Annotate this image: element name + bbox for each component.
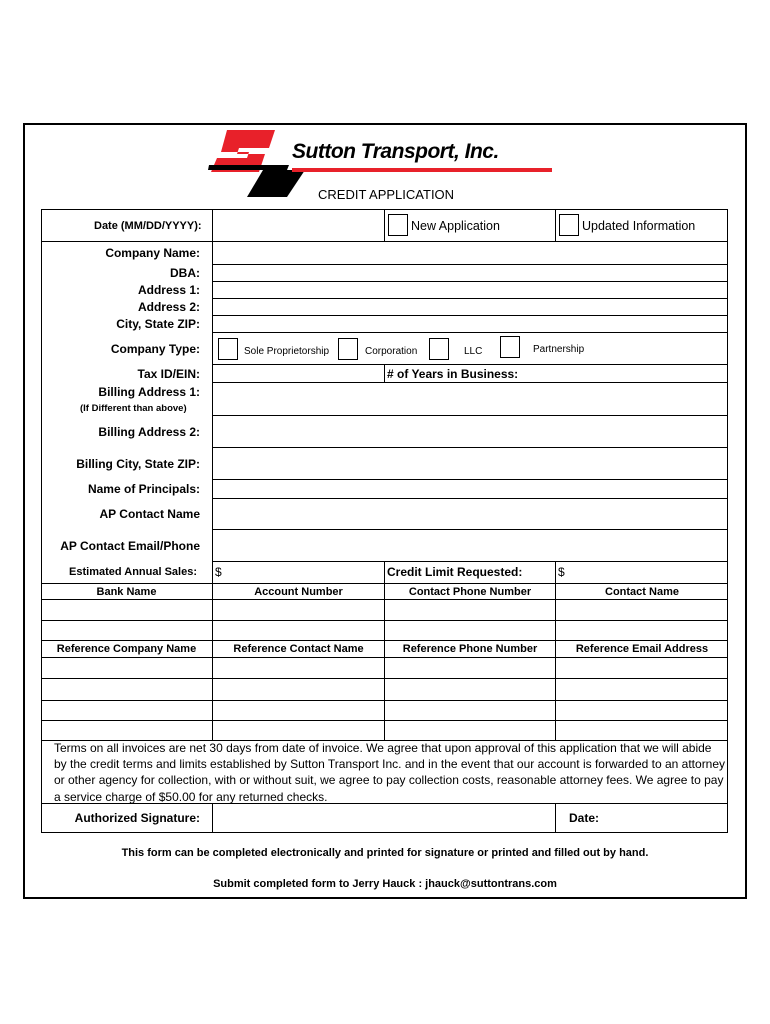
reference-email-input-4[interactable] <box>557 722 726 739</box>
date-input[interactable] <box>214 212 382 240</box>
bank-contact-phone-input-2[interactable] <box>386 622 554 639</box>
updated-information-label: Updated Information <box>582 219 696 233</box>
company-name: Sutton Transport, Inc. <box>292 140 499 163</box>
credit-limit-input[interactable] <box>569 563 726 582</box>
reference-phone-input-2[interactable] <box>386 680 554 699</box>
dba-input[interactable] <box>214 266 726 280</box>
reference-phone-input-1[interactable] <box>386 659 554 677</box>
reference-company-input-1[interactable] <box>43 659 211 677</box>
years-in-business-label: # of Years in Business: <box>387 367 519 381</box>
sales-currency: $ <box>215 565 222 579</box>
reference-email-input-1[interactable] <box>557 659 726 677</box>
company-name-label: Company Name: <box>105 246 200 260</box>
reference-contact-input-4[interactable] <box>214 722 383 739</box>
reference-phone-input-4[interactable] <box>386 722 554 739</box>
contact-name-header: Contact Name <box>605 586 679 598</box>
reference-email-header: Reference Email Address <box>575 643 709 655</box>
footer-submit: Submit completed form to Jerry Hauck : jhauck@suttontrans.com <box>213 878 557 890</box>
company-name-input[interactable] <box>214 243 726 263</box>
billing-address2-input[interactable] <box>214 417 726 446</box>
address2-label: Address 2: <box>137 300 200 314</box>
contact-phone-header: Contact Phone Number <box>408 586 532 598</box>
bank-name-input[interactable] <box>43 601 211 619</box>
company-type-label: Company Type: <box>110 342 200 356</box>
years-in-business-input[interactable] <box>530 366 726 381</box>
partnership-checkbox[interactable] <box>500 336 520 358</box>
reference-phone-input-3[interactable] <box>386 702 554 719</box>
principals-label: Name of Principals: <box>87 482 200 496</box>
reference-contact-header: Reference Contact Name <box>233 643 364 655</box>
sole-proprietorship-checkbox[interactable] <box>218 338 238 360</box>
reference-email-input-2[interactable] <box>557 680 726 699</box>
llc-label: LLC <box>464 346 483 357</box>
corporation-checkbox[interactable] <box>338 338 358 360</box>
authorized-signature-label: Authorized Signature: <box>74 811 200 825</box>
ap-contact-email-label: AP Contact Email/Phone <box>60 539 200 553</box>
address1-label: Address 1: <box>137 283 200 297</box>
billing-address-note: (If Different than above) <box>80 403 187 414</box>
address1-input[interactable] <box>214 283 726 297</box>
corporation-label: Corporation <box>365 346 418 357</box>
ap-contact-email-input[interactable] <box>214 531 726 560</box>
city-state-zip-label: City, State ZIP: <box>116 317 200 331</box>
tax-id-label: Tax ID/EIN: <box>137 367 200 381</box>
billing-address2-label: Billing Address 2: <box>98 425 200 439</box>
reference-contact-input-1[interactable] <box>214 659 383 677</box>
city-state-zip-input[interactable] <box>214 317 726 331</box>
reference-company-header: Reference Company Name <box>56 643 197 655</box>
ap-contact-name-input[interactable] <box>214 500 726 528</box>
dba-label: DBA: <box>170 266 200 280</box>
billing-address1-input[interactable] <box>214 384 726 414</box>
footer-instructions: This form can be completed electronically and printed for signature or printed and filled out by hand. <box>121 847 649 859</box>
authorized-signature-input[interactable] <box>214 805 554 832</box>
signature-date-input[interactable] <box>605 805 726 832</box>
estimated-sales-label: Estimated Annual Sales: <box>69 566 197 578</box>
reference-company-input-2[interactable] <box>43 680 211 699</box>
llc-checkbox[interactable] <box>429 338 449 360</box>
reference-contact-input-3[interactable] <box>214 702 383 719</box>
signature-date-label: Date: <box>569 811 600 825</box>
new-application-checkbox[interactable] <box>388 214 408 236</box>
account-number-header: Account Number <box>254 586 343 598</box>
reference-company-input-4[interactable] <box>43 722 211 739</box>
billing-address1-label: Billing Address 1: <box>98 385 200 399</box>
sole-proprietorship-label: Sole Proprietorship <box>244 346 330 357</box>
account-number-input-2[interactable] <box>214 622 383 639</box>
estimated-sales-input[interactable] <box>226 563 382 582</box>
principals-input[interactable] <box>214 481 726 497</box>
reference-phone-header: Reference Phone Number <box>402 643 538 655</box>
bank-contact-phone-input[interactable] <box>386 601 554 619</box>
address2-input[interactable] <box>214 300 726 314</box>
form-title: CREDIT APPLICATION <box>318 187 455 202</box>
billing-city-state-zip-label: Billing City, State ZIP: <box>76 457 200 471</box>
reference-email-input-3[interactable] <box>557 702 726 719</box>
bank-name-input-2[interactable] <box>43 622 211 639</box>
ap-contact-name-label: AP Contact Name <box>99 507 200 521</box>
credit-currency: $ <box>558 565 565 579</box>
updated-information-checkbox[interactable] <box>559 214 579 236</box>
credit-limit-label: Credit Limit Requested: <box>387 565 523 579</box>
new-application-label: New Application <box>411 219 500 233</box>
bank-contact-name-input[interactable] <box>557 601 726 619</box>
partnership-label: Partnership <box>533 344 585 355</box>
tax-id-input[interactable] <box>214 366 382 381</box>
account-number-input[interactable] <box>214 601 383 619</box>
bank-contact-name-input-2[interactable] <box>557 622 726 639</box>
reference-company-input-3[interactable] <box>43 702 211 719</box>
terms-text: Terms on all invoices are net 30 days from date of invoice. We agree that upon approval of this application that we will abide by the credit terms and limits established by Sutton Transport Inc. and in the event that our account is forwarded to an attorney or other agency for collection, with or without suit, we agree to pay collection costs, reasonable attorney fees. We agree to pay a service charge of $50.00 for any returned checks. <box>54 741 726 804</box>
billing-city-state-zip-input[interactable] <box>214 449 726 478</box>
date-label: Date (MM/DD/YYYY): <box>94 220 202 232</box>
bank-name-header: Bank Name <box>96 586 157 598</box>
reference-contact-input-2[interactable] <box>214 680 383 699</box>
